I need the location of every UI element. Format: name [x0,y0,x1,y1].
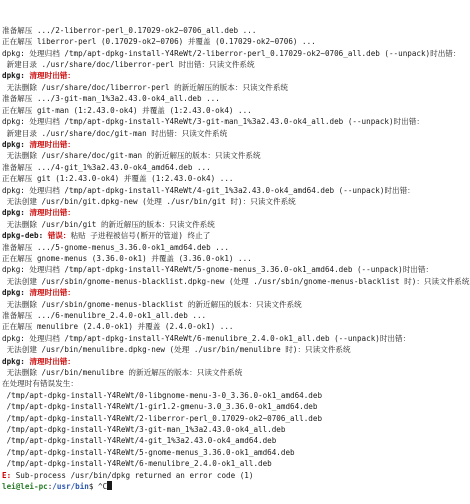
line-text: /tmp/apt-dpkg-install-Y4ReWt/3-git-man_1%3a2.43.0-ok4_all.deb [2,425,286,435]
line-text: 正在解压 liberror-perl (0.17029-ok2~0706) 并覆盖 (0.17029-ok2~0706) ... [2,37,316,47]
terminal-line [2,116,424,127]
terminal-line [2,401,412,412]
line-text: /tmp/apt-dpkg-install-Y4ReWt/5-gnome-menus_3.36.0-ok1_amd64.deb [2,447,295,457]
line-prefix: dpkg: [2,71,30,81]
terminal-line [2,139,412,150]
line-text: 正在解压 git-man (1:2.43.0-ok4) 并覆盖 (1:2.43.0-ok4) ... [2,105,252,115]
terminal-line [2,276,470,287]
prompt-separator: : [47,482,53,492]
terminal-line [2,128,412,139]
terminal-line [2,413,412,424]
terminal-line [2,356,412,367]
prompt-input: ^C [98,482,108,492]
line-text: Sub-process /usr/bin/dpkg returned an error code (1) [15,470,254,480]
line-prefix: dpkg: [2,139,30,149]
terminal-line [2,48,461,59]
line-text: 正在解压 menulibre (2.4.0-ok1) 并覆盖 (2.4.0-ok1) ... [2,322,234,332]
terminal-line [2,82,412,93]
line-text: /tmp/apt-dpkg-install-Y4ReWt/2-liberror-perl_0.17029-ok2~0706_all.deb [2,413,323,423]
terminal-line [2,470,412,481]
prompt-symbol: $ [88,482,99,492]
line-text: /tmp/apt-dpkg-install-Y4ReWt/6-menulibre_2.4.0-ok1_all.deb [2,459,272,469]
terminal-line [2,458,412,469]
line-text: 准备解压 .../5-gnome-menus_3.36.0-ok1_amd64.deb ... [2,242,229,252]
error-label: 清理时出错： [29,71,75,81]
line-prefix: dpkg: [2,208,30,218]
terminal-line [2,424,412,435]
terminal-line [2,321,412,332]
line-text: 正在解压 git (1:2.43.0-ok4) 并覆盖 (1:2.43.0-ok4) ... [2,174,234,184]
terminal-line [2,162,412,173]
terminal-line [2,287,412,298]
terminal-line [2,36,412,47]
terminal-line [2,310,412,321]
line-text: 准备解压 .../4-git_1%3a2.43.0-ok4_amd64.deb ... [2,162,211,172]
line-text: /tmp/apt-dpkg-install-Y4ReWt/1-gir1.2-gmenu-3.0_3.36.0-ok1_amd64.deb [2,402,318,412]
error-label: 清理时出错： [29,139,75,149]
terminal-line [2,435,412,446]
line-prefix: dpkg: [2,356,30,366]
prompt-user-host: lei@lei-pc [2,482,48,492]
line-text: 新建目录 ./usr/share/doc/git-man 时出错：只读文件系统 [2,128,228,138]
terminal-cursor [107,481,112,490]
terminal-line [2,93,412,104]
line-text: dpkg: 处理归档 /tmp/apt-dpkg-install-Y4ReWt/4-git_1%3a2.43.0-ok4_amd64.deb (--unpack)时出错： [2,185,415,195]
terminal-prompt-line [2,481,412,492]
line-text: 准备解压 .../6-menulibre_2.4.0-ok1_all.deb ... [2,311,207,320]
terminal-line [2,447,412,458]
line-text: 无法创建 /usr/bin/menulibre.dpkg-new (处理 ./usr/bin/menulibre 时)：只读文件系统 [2,345,351,355]
terminal-line [2,333,412,344]
line-text: dpkg: 处理归档 /tmp/apt-dpkg-install-Y4ReWt/5-gnome-menus_3.36.0-ok1_amd64.deb (--unpack)时出错： [2,265,434,275]
terminal-line [2,185,415,196]
line-text: dpkg: 处理归档 /tmp/apt-dpkg-install-Y4ReWt/3-git-man_1%3a2.43.0-ok4_all.deb (--unpack)时出错： [2,117,424,127]
line-text: /tmp/apt-dpkg-install-Y4ReWt/4-git_1%3a2.43.0-ok4_amd64.deb [2,436,277,446]
terminal-line [2,59,412,70]
line-text: /tmp/apt-dpkg-install-Y4ReWt/0-libgnome-menu-3-0_3.36.0-ok1_amd64.deb [2,390,323,400]
terminal-line [2,219,412,230]
terminal-line [2,196,412,207]
terminal-line [2,367,412,378]
line-text: 正在解压 gnome-menus (3.36.0-ok1) 并覆盖 (3.36.0-ok1) ... [2,253,252,263]
line-text: dpkg: 处理归档 /tmp/apt-dpkg-install-Y4ReWt/6-menulibre_2.4.0-ok1_all.deb (--unpack)时出错： [2,333,411,343]
line-text: 无法删除 /usr/share/doc/git-man 的新近解压的版本：只读文件系统 [2,151,261,161]
terminal-line [2,378,412,389]
line-text: 无法删除 /usr/bin/menulibre 的新近解压的版本：只读文件系统 [2,368,243,378]
terminal-line [2,230,412,241]
terminal-line [2,253,412,264]
terminal-line [2,390,412,401]
line-text: 新建目录 ./usr/share/doc/liberror-perl 时出错：只读文件系统 [2,60,255,70]
terminal-line [2,70,412,81]
terminal-line [2,207,412,218]
prompt-path: /usr/bin [52,482,89,492]
line-text: 粘贴 子进程被信号(断开的管道) 终止了 [70,231,211,241]
terminal-line [2,344,412,355]
terminal-line [2,242,412,253]
terminal-line [2,25,412,36]
terminal-line [2,173,412,184]
terminal-lines [2,25,470,493]
terminal-line [2,299,412,310]
line-text: 无法删除 /usr/bin/git 的新近解压的版本：只读文件系统 [2,219,215,229]
error-label: 清理时出错： [29,288,75,298]
line-text: 在处理时有错误发生： [2,379,78,389]
terminal-line [2,150,412,161]
line-text: dpkg: 处理归档 /tmp/apt-dpkg-install-Y4ReWt/2-liberror-perl_0.17029-ok2~0706_all.deb (--unpack)时出错： [2,48,461,58]
terminal-line [2,105,412,116]
line-text: 无法创建 /usr/sbin/gnome-menus-blacklist.dpkg-new (处理 ./usr/sbin/gnome-menus-blacklist 时)：只读文件系统 [2,276,470,286]
line-prefix: dpkg: [2,288,30,298]
line-text: 无法删除 /usr/share/doc/liberror-perl 的新近解压的版本：只读文件系统 [2,82,289,92]
error-label: 清理时出错： [29,208,75,218]
error-label: 清理时出错： [29,356,75,366]
line-text: 准备解压 .../3-git-man_1%3a2.43.0-ok4_all.deb ... [2,94,220,104]
line-text: 无法删除 /usr/sbin/gnome-menus-blacklist 的新近解压的版本：只读文件系统 [2,299,302,309]
error-label: 错误： [47,231,71,241]
terminal-line [2,264,434,275]
line-text: 无法创建 /usr/bin/git.dpkg-new (处理 ./usr/bin/git 时)：只读文件系统 [2,196,296,206]
line-prefix: dpkg-deb: [2,231,48,241]
line-text: 准备解压 .../2-liberror-perl_0.17029-ok2~0706_all.deb ... [2,25,257,35]
error-label: E: [2,470,16,480]
